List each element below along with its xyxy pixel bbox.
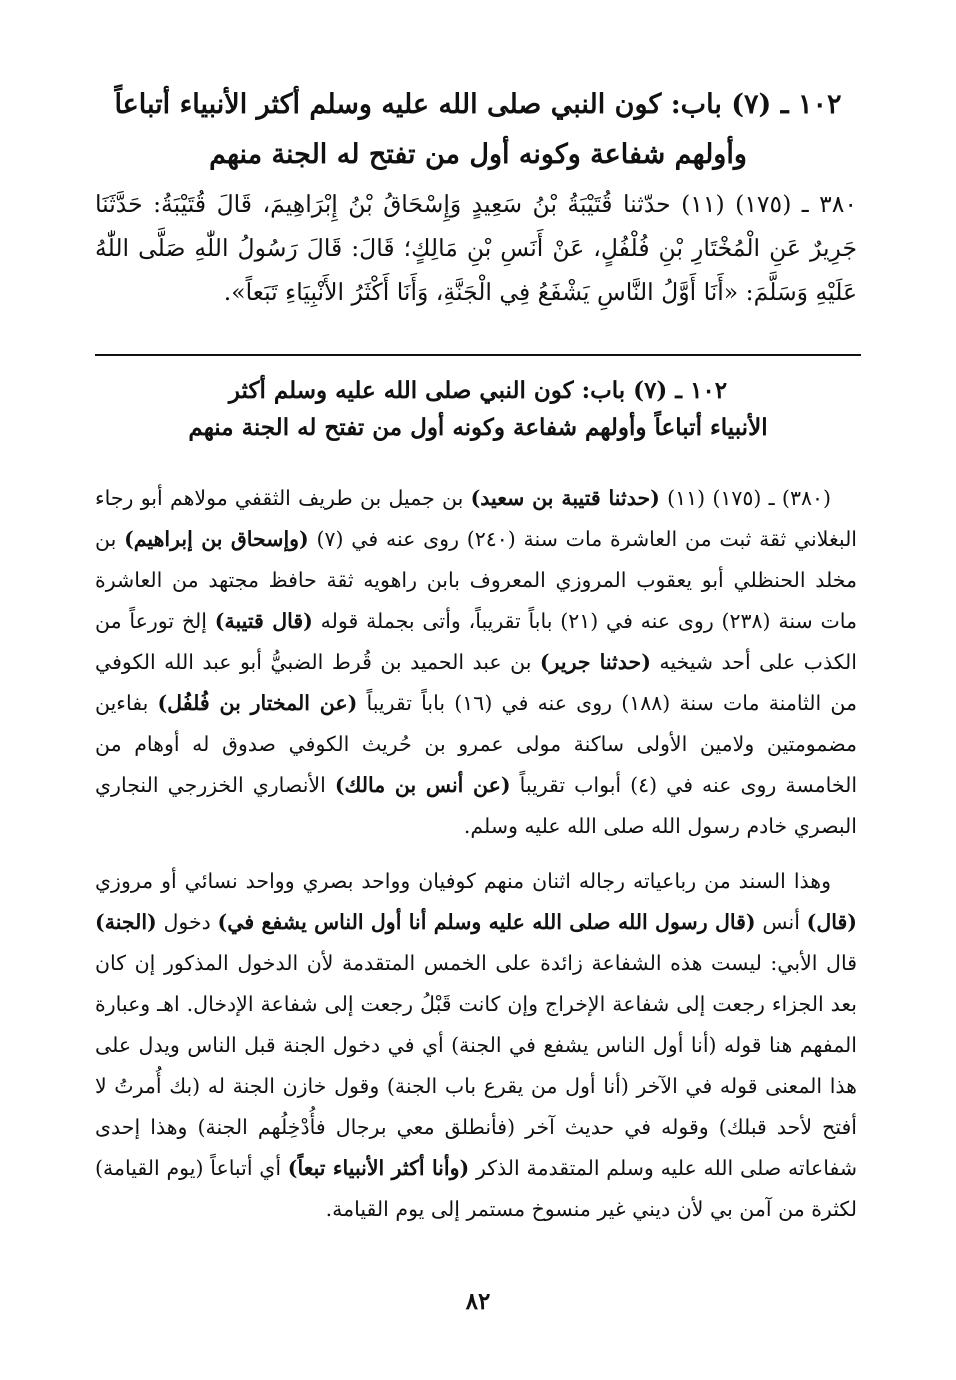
text-run: بن مخلد الحنظلي أبو يعقوب المروزي المعروف بابن راهويه ثقة حافظ مجتهد من العاشرة مات سنة (٢٣٨) روى عنه في (٢١) باباً تقريباً، وأتى بجملة قوله [95,527,857,633]
bold-run: (حدثنا قتيبة بن سعيد) [470,486,660,510]
hadith-text: ٣٨٠ ـ (١٧٥) (١١) حدّثنا قُتَيْبَةُ بْنُ سَعِيدٍ وَإِسْحَاقُ بْنُ إِبْرَاهِيمَ، قَالَ قُتَيْبَةُ: حَدَّثَنَا جَرِيرٌ عَنِ الْمُخْتَارِ بْنِ فُلْفُلٍ، عَنْ أَنَسِ بْنِ مَالِكٍ؛ قَالَ: قَالَ رَسُولُ اللّٰهِ صَلَّى اللّٰهُ عَلَيْهِ وَسَلَّمَ: «أَنَا أَوَّلُ النَّاسِ يَشْفَعُ فِي الْجَنَّةِ، وَأَنَا أَكْثَرُ الأَنْبِيَاءِ تَبَعاً». [95,190,858,306]
text-run: أنس [755,910,807,934]
text-run: بفاءين مضمومتين ولامين الأولى ساكنة مولى عمرو بن حُريث الكوفي صدوق له أوهام من الخامسة روى عنه في (٤) أبواب تقريباً [95,691,858,797]
chapter-title-line-2: وأولهم شفاعة وكونه أول من تفتح له الجنة منهم [209,139,747,170]
text-run: أي أتباعاً (يوم القيامة) لكثرة من آمن بي لأن ديني غير منسوخ مستمر إلى يوم القيامة. [95,1156,857,1221]
commentary-paragraph-2 [95,861,857,1230]
commentary-heading-line-2: الأنبياء أتباعاً وأولهم شفاعة وكونه أول من تفتح له الجنة منهم [188,414,768,441]
commentary-heading-line-1: ١٠٢ ـ (٧) باب: كون النبي صلى الله عليه وسلم أكثر [228,377,728,404]
bold-run: (الجنة) [95,910,157,934]
bold-run: (قال رسول الله صلى الله عليه وسلم أنا أول الناس يشفع في) [217,910,756,934]
bold-run: (حدثنا جرير) [539,650,651,674]
text-run: إلخ تورعاً من الكذب على أحد شيخيه [95,609,857,674]
bold-run: (وإسحاق بن إبراهيم) [124,527,309,551]
text-run: وهذا السند من رباعياته رجاله اثنان منهم كوفيان وواحد بصري وواحد نسائي أو مروزي [95,869,831,893]
page-number: ٨٢ [465,1288,491,1315]
text-run: (٣٨٠) ـ (١٧٥) (١١) [659,486,831,510]
bold-run: (عن أنس بن مالك) [334,773,511,797]
bold-run: (وأنا أكثر الأنبياء تبعاً) [287,1156,470,1180]
bold-run: (قال) [806,910,857,934]
bold-run: (عن المختار بن فُلفُل) [157,691,358,715]
chapter-title-line-1: ١٠٢ ـ (٧) باب: كون النبي صلى الله عليه وسلم أكثر الأنبياء أتباعاً [114,89,842,120]
text-run: قال الأبي: ليست هذه الشفاعة زائدة على الخمس المتقدمة لأن الدخول المذكور إن كان بعد الجزاء رجعت إلى شفاعة الإخراج وإن كانت قَبْلُ رجعت إلى شفاعة الإدخال. اهـ وعبارة المفهم هنا قوله (أنا أول الناس يشفع في الجنة) أي في دخول الجنة قبل الناس ويدل على هذا المعنى قوله في الآخر (أنا أول من يقرع باب الجنة) وقول خازن الجنة له (بك أُمرتُ لا أفتح لأحد قبلك) وقوله في حديث آخر (فأنطلق معي برجال فأُدْخِلُهم الجنة) وهذا إحدى شفاعاته صلى الله عليه وسلم المتقدمة الذكر [95,951,857,1180]
commentary-heading [110,372,846,446]
text-run: دخول [156,910,218,934]
commentary-paragraph-1 [95,478,857,847]
text-run: بن جميل بن طريف الثقفي مولاهم أبو رجاء البغلاني ثقة ثبت من العاشرة مات سنة (٢٤٠) روى عنه في (٧) [95,486,858,551]
commentary-body [95,478,857,1230]
text-run: بن عبد الحميد بن قُرط الضبيُّ أبو عبد الله الكوفي من الثامنة مات سنة (١٨٨) روى عنه في (١٦) باباً تقريباً [95,650,857,715]
chapter-title [80,80,876,180]
section-divider [95,354,861,356]
text-run: الأنصاري الخزرجي النجاري البصري خادم رسول الله صلى الله عليه وسلم. [95,773,857,838]
bold-run: (قال قتيبة) [214,609,313,633]
